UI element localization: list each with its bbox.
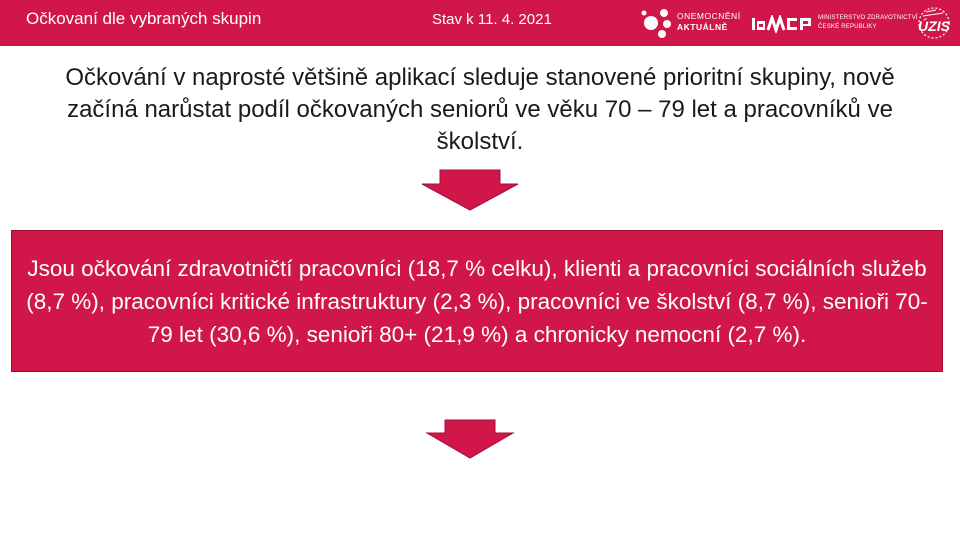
onemocneni-logo-line1: ONEMOCNĚNÍ [677, 11, 741, 21]
uzis-emblem-icon [914, 6, 954, 40]
onemocneni-aktualne-logo [640, 6, 748, 40]
info-box [11, 230, 943, 372]
info-box-text: Jsou očkování zdravotničtí pracovníci (18,7 % celku), klienti a pracovníci sociálních služeb (8,7 %), pracovníci kritické infrastruktury (2,3 %), pracovníci ve školství (8,7 %), senioři 70-79 let (30,6 %), senioři 80+ (21,9 %) a chronicky nemocní (2,7 %). [26, 255, 928, 347]
header-title: Očkovaní dle vybraných skupin [26, 9, 262, 28]
header-bar [0, 0, 960, 46]
ministry-logo [752, 12, 918, 36]
ministry-logo-line1: MINISTERSTVO ZDRAVOTNICTVÍ [818, 15, 918, 21]
molecule-icon [640, 6, 676, 40]
ministry-mark-icon [752, 15, 812, 33]
arrow-down-icon [420, 168, 520, 212]
onemocneni-logo-line2: AKTUÁLNĚ [677, 22, 728, 32]
arrow-down-icon [425, 418, 515, 460]
ministry-logo-line2: ČESKÉ REPUBLIKY [818, 24, 877, 30]
uzis-logo [914, 6, 954, 40]
headline-text: Očkování v naprosté většině aplikací sleduje stanovené prioritní skupiny, nově začíná narůstat podíl očkovaných seniorů ve věku 70 – 79 let a pracovníků ve školství. [65, 64, 895, 155]
header-date: Stav k 11. 4. 2021 [432, 11, 552, 28]
uzis-logo-text: ÚZIS [918, 18, 950, 34]
